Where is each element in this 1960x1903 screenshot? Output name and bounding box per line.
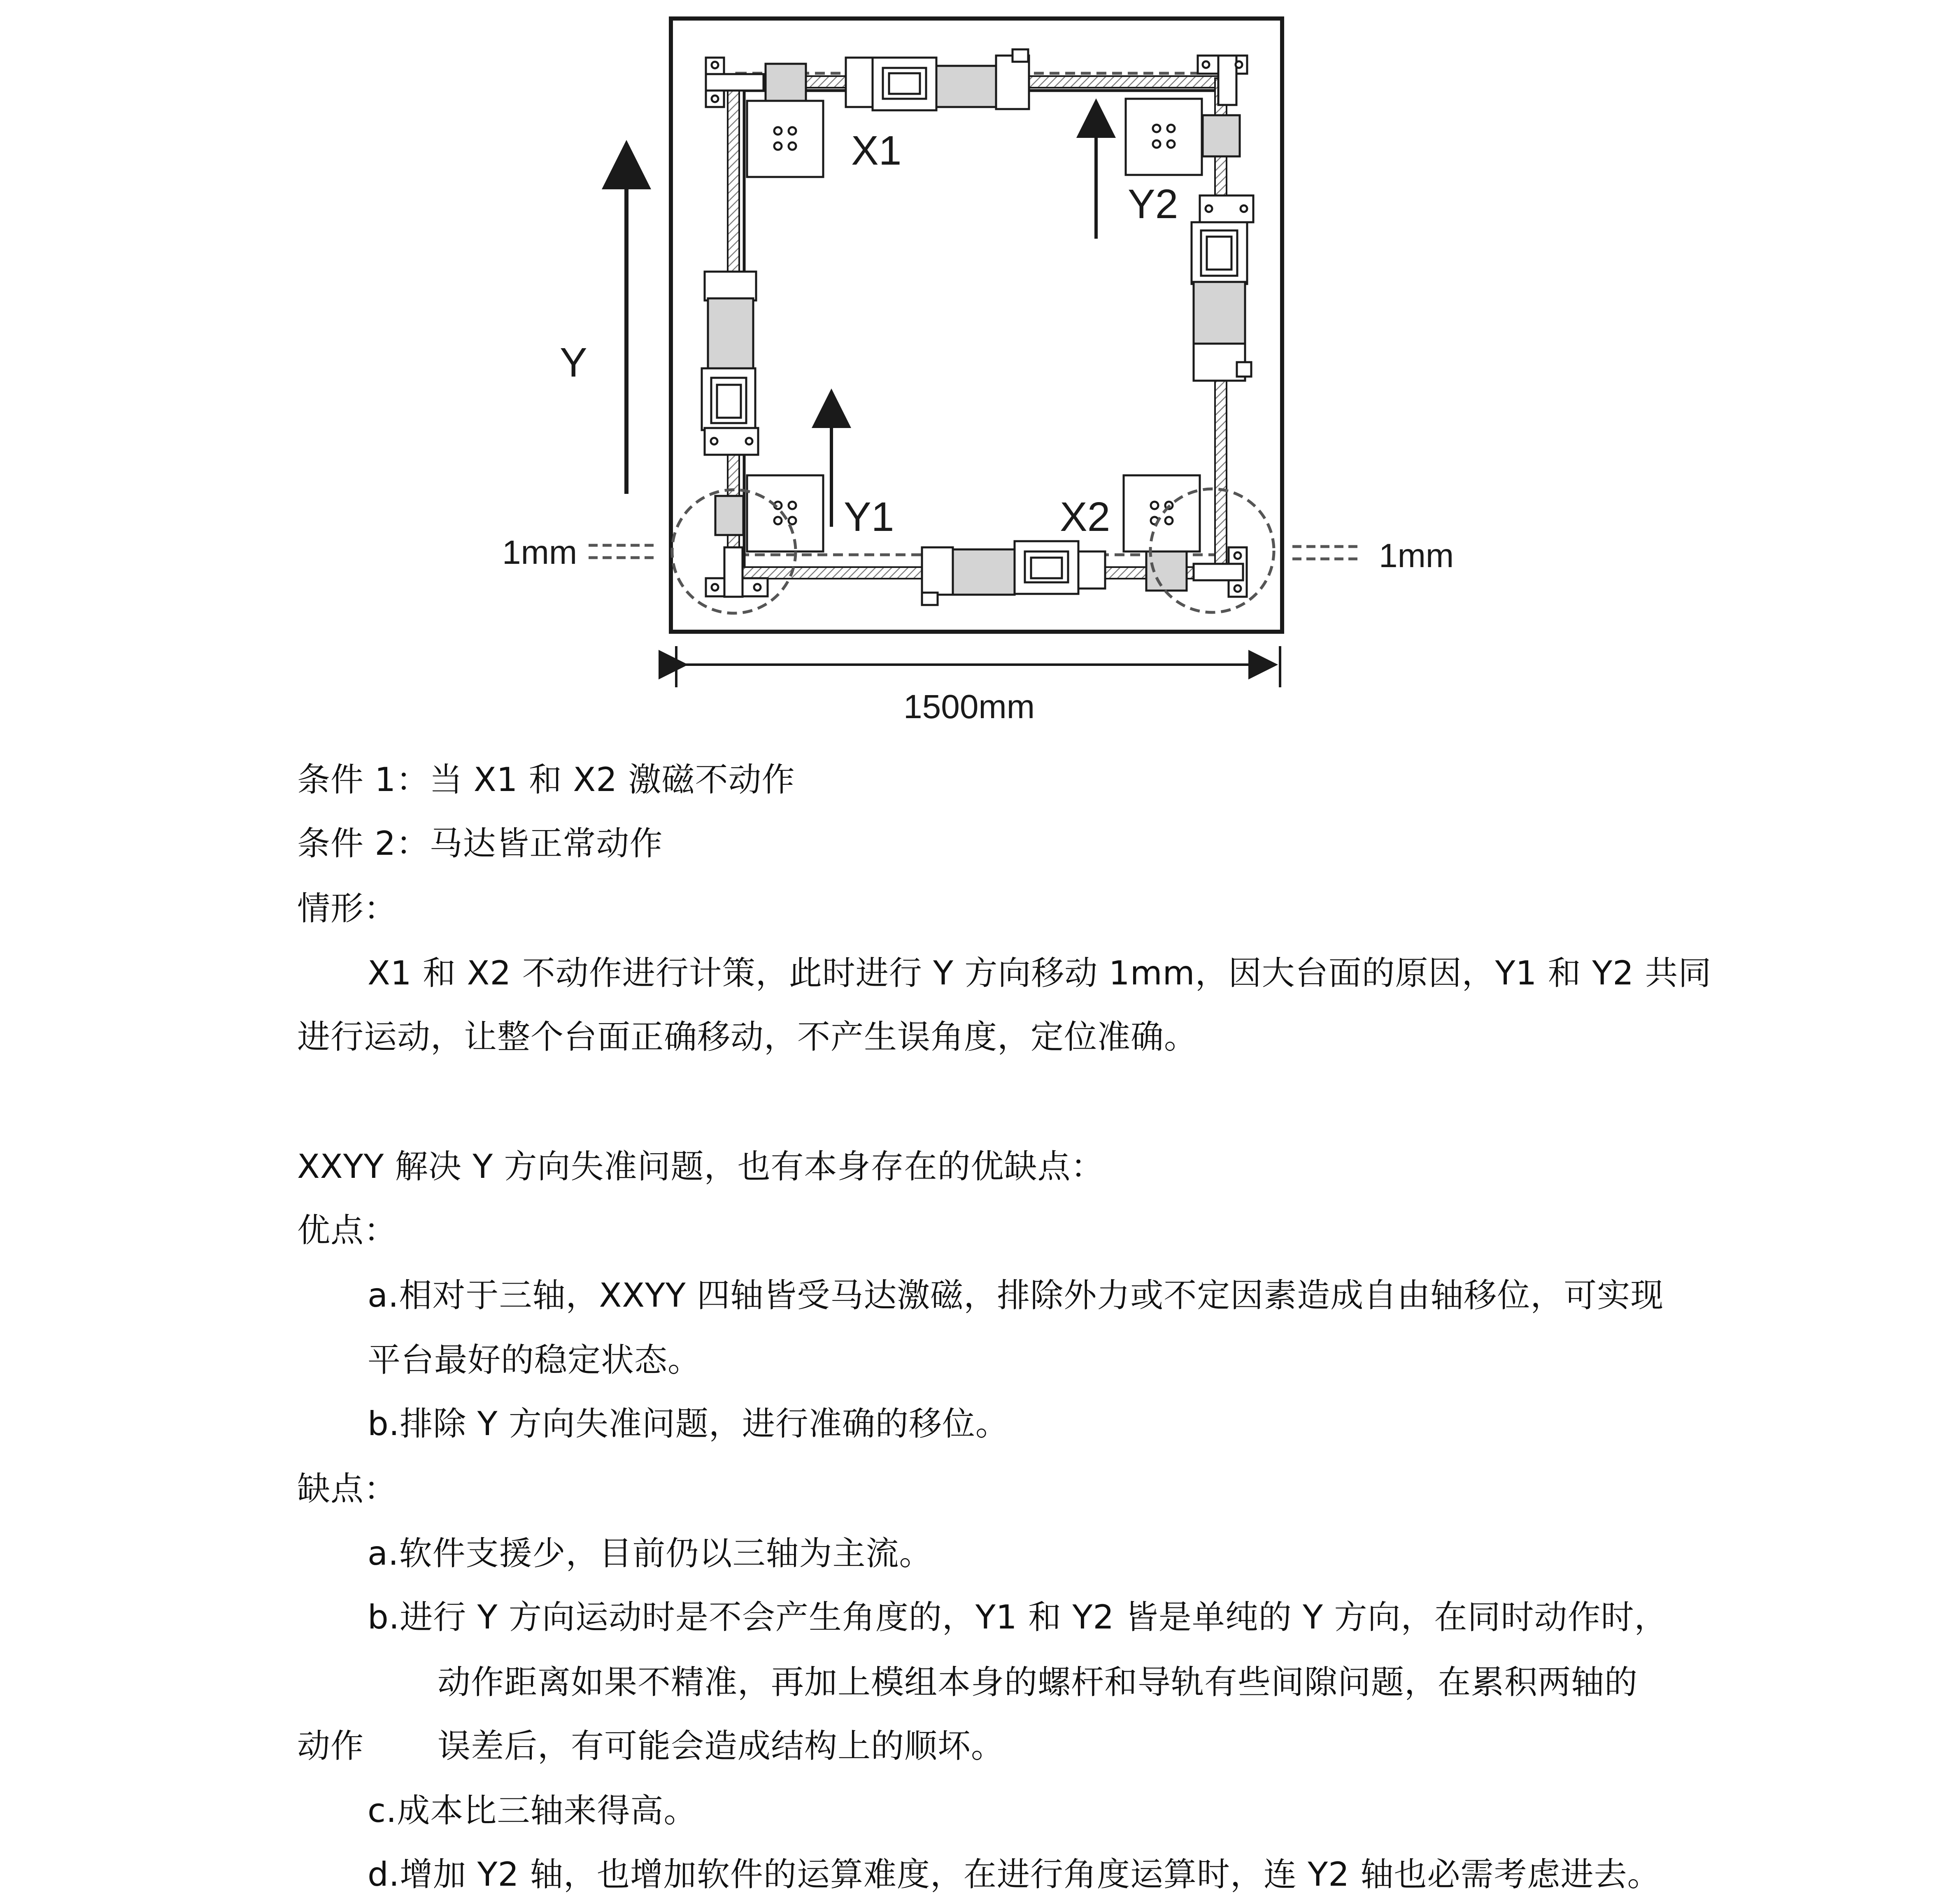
offset-lines-right (1292, 547, 1362, 559)
pro-a-line-1: a.相对于三轴，XXYY 四轴皆受马达激磁，排除外力或不定因素造成自由轴移位，可实现 (368, 1276, 1664, 1314)
condition-2: 条件 2：马达皆正常动作 (297, 824, 663, 863)
con-b-line-2: 动作距离如果不精准，再加上模组本身的螺杆和导轨有些间隙问题，在累积两轴的 (438, 1663, 1638, 1701)
situation-heading: 情形： (297, 889, 397, 928)
situation-paragraph-line-2: 进行运动，让整个台面正确移动，不产生误角度，定位准确。 (297, 1018, 1197, 1056)
con-a: a.软件支援少，目前仍以三轴为主流。 (368, 1534, 933, 1573)
con-c: c.成本比三轴来得高。 (368, 1791, 697, 1830)
label-y1: Y1 (844, 494, 894, 540)
label-x2: X2 (1060, 494, 1110, 540)
label-width: 1500mm (903, 688, 1035, 726)
cons-heading: 缺点： (297, 1470, 397, 1508)
con-d: d.增加 Y2 轴，也增加软件的运算难度，在进行角度运算时，连 Y2 轴也必需考虑进去。 (368, 1855, 1661, 1894)
label-y: Y (560, 340, 587, 386)
motor-block-y2 (1126, 99, 1202, 175)
pro-a-line-2: 平台最好的稳定状态。 (368, 1341, 701, 1379)
con-b-line-1: b.进行 Y 方向运动时是不会产生角度的，Y1 和 Y2 皆是单纯的 Y 方向，在同时动作时， (368, 1598, 1668, 1636)
width-dimension (676, 646, 1280, 687)
motor-block-x2 (1124, 475, 1200, 551)
con-b-line-3: 误差后，有可能会造成结构上的顺坏。 (438, 1727, 1004, 1765)
pros-heading: 优点： (297, 1211, 397, 1249)
label-x1: X1 (851, 128, 902, 174)
con-b-line-3-prefix: 动作 (297, 1727, 364, 1765)
label-y2: Y2 (1128, 181, 1178, 227)
motor-block-y1 (747, 475, 823, 551)
xxyy-platform-diagram (0, 0, 1960, 741)
situation-paragraph-line-1: X1 和 X2 不动作进行计策，此时进行 Y 方向移动 1mm，因大台面的原因，Y1 和 Y2 共同 (368, 954, 1712, 992)
label-offset-right: 1mm (1379, 537, 1454, 575)
label-offset-left: 1mm (502, 534, 577, 571)
condition-1: 条件 1：当 X1 和 X2 激磁不动作 (297, 761, 795, 799)
motor-block-x1 (747, 101, 823, 177)
xxyy-intro: XXYY 解决 Y 方向失准问题，也有本身存在的优缺点： (297, 1147, 1104, 1186)
pro-b: b.排除 Y 方向失准问题，进行准确的移位。 (368, 1405, 1009, 1443)
offset-lines-left (589, 545, 659, 558)
